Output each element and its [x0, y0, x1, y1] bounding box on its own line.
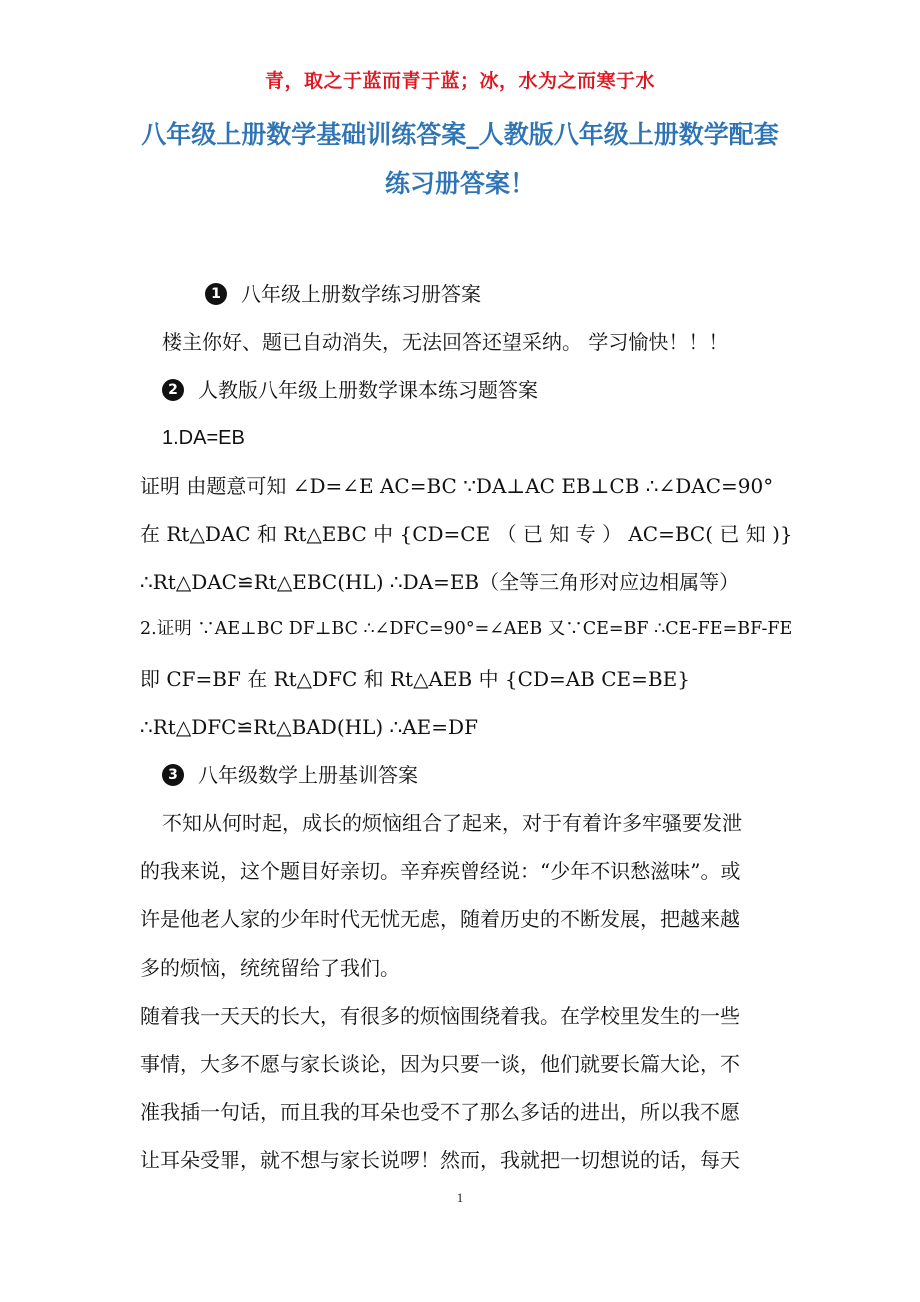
document-title-line-1: 八年级上册数学基础训练答案_人教版八年级上册数学配套 — [141, 120, 779, 149]
paragraph-line: 多的烦恼，统统留给了我们。 — [140, 956, 400, 980]
section-number-badge: 2 — [162, 379, 184, 401]
paragraph-line: 让耳朵受罪，就不想与家长说啰！然而，我就把一切想说的话，每天 — [140, 1148, 740, 1172]
section-heading-text: 八年级上册数学练习册答案 — [241, 282, 481, 306]
section-number-badge: 1 — [205, 283, 227, 305]
paragraph-line: 许是他老人家的少年时代无忧无虑，随着历史的不断发展，把越来越 — [140, 907, 740, 931]
page-number: 1 — [456, 1190, 464, 1205]
section-2-heading — [162, 379, 822, 401]
paragraph-line: 不知从何时起，成长的烦恼组合了起来，对于有着许多牢骚要发泄 — [162, 811, 742, 835]
paragraph-line: 准我插一句话，而且我的耳朵也受不了那么多话的进出，所以我不愿 — [140, 1100, 740, 1124]
answer-line: ∴Rt△DFC≌Rt△BAD(HL) ∴AE=DF — [140, 715, 478, 739]
section-3-heading — [162, 764, 822, 786]
answer-line: 证明 由题意可知 ∠D=∠E AC=BC ∵DA⊥AC EB⊥CB ∴∠DAC=90° — [140, 474, 774, 498]
answer-line: 在 Rt△DAC 和 Rt△EBC 中 {CD=CE （ 已 知 专 ） AC=BC( 已 知 )} — [140, 522, 793, 546]
section-heading-text: 人教版八年级上册数学课本练习题答案 — [198, 378, 538, 402]
paragraph-line: 的我来说，这个题目好亲切。辛弃疾曾经说：“少年不识愁滋味”。或 — [140, 859, 741, 883]
section-number-badge: 3 — [162, 764, 184, 786]
section-1-heading — [205, 283, 865, 305]
paragraph-line: 随着我一天天的长大，有很多的烦恼围绕着我。在学校里发生的一些 — [140, 1004, 740, 1028]
answer-line: 即 CF=BF 在 Rt△DFC 和 Rt△AEB 中 {CD=AB CE=BE} — [140, 667, 690, 691]
paragraph-line: 事情，大多不愿与家长谈论，因为只要一谈，他们就要长篇大论，不 — [140, 1052, 740, 1076]
section-1-body: 楼主你好、题已自动消失，无法回答还望采纳。 学习愉快！！！ — [162, 330, 729, 354]
answer-line: 2.证明 ∵AE⊥BC DF⊥BC ∴∠DFC=90°=∠AEB 又∵CE=BF ∴CE-FE=BF-FE — [140, 619, 793, 639]
section-heading-text: 八年级数学上册基训答案 — [198, 763, 418, 787]
document-title-line-2: 练习册答案！ — [384, 169, 535, 198]
answer-line: 1.DA=EB — [162, 427, 245, 449]
answer-line: ∴Rt△DAC≌Rt△EBC(HL) ∴DA=EB（全等三角形对应边相属等） — [140, 570, 740, 594]
motto: 青，取之于蓝而青于蓝；冰，水为之而寒于水 — [264, 70, 655, 92]
